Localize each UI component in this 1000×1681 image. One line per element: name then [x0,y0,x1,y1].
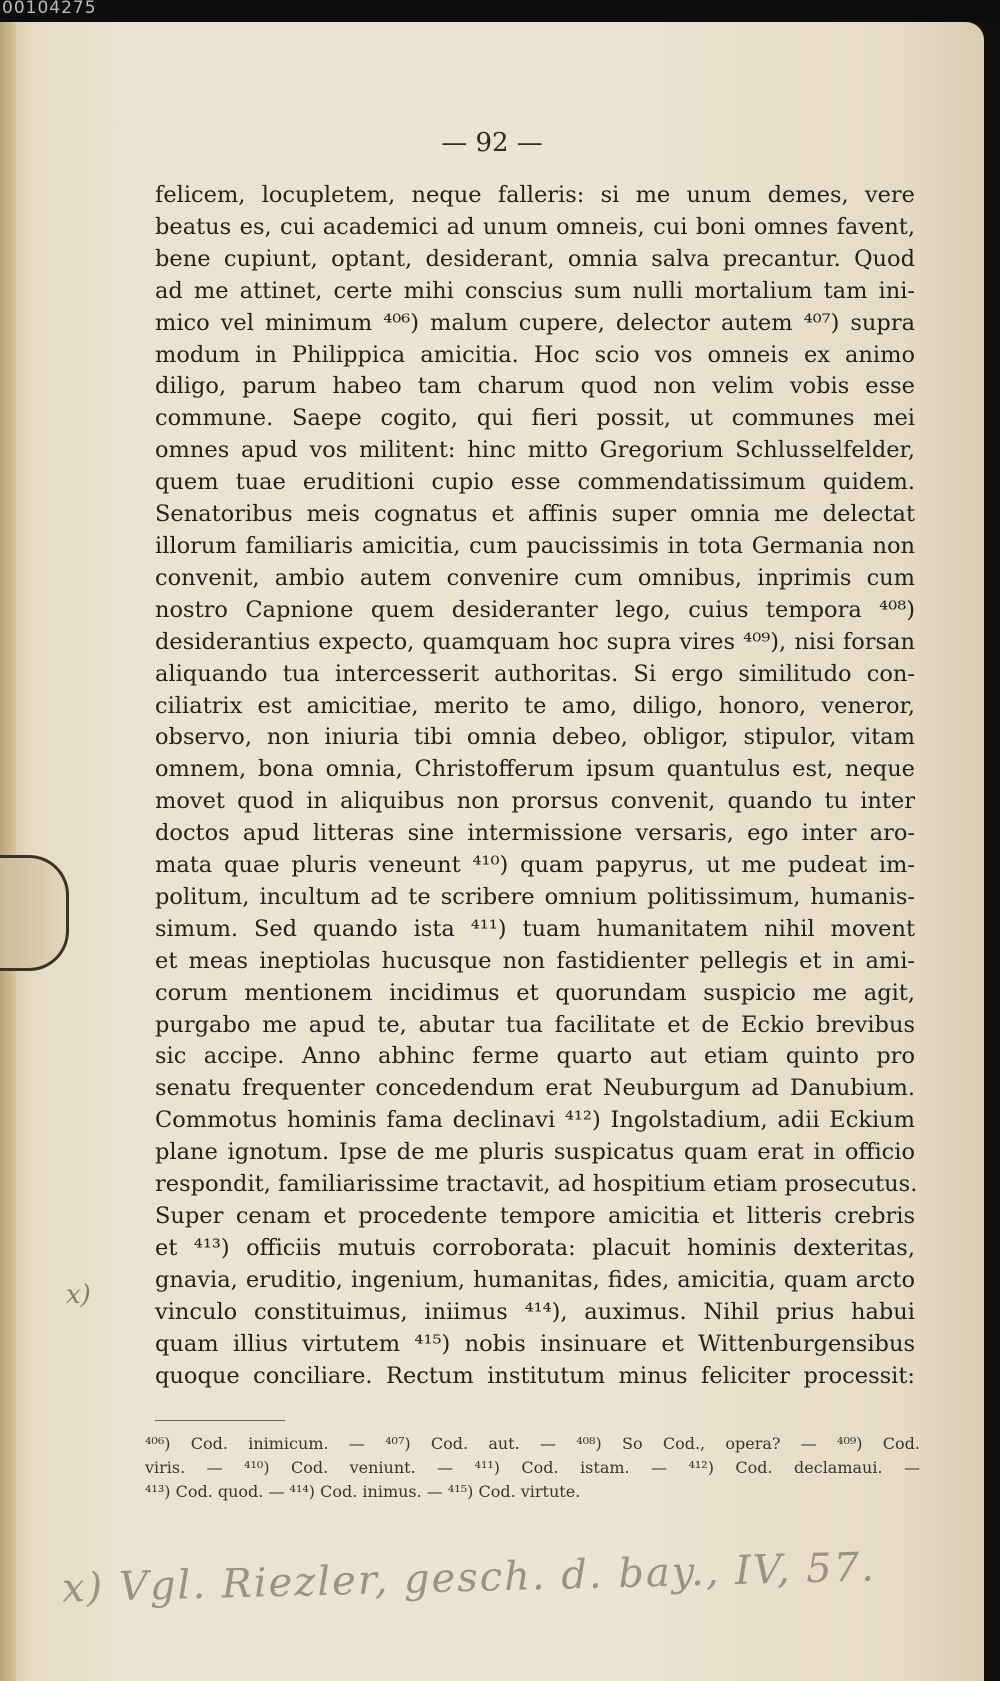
text-line: Senatoribus meis cognatus et affinis super omnia me delectat [155,501,915,528]
text-line: omnem, bona omnia, Christofferum ipsum quantulus est, neque [155,756,915,783]
footnote-rule [155,1420,285,1421]
body-text [155,180,918,1392]
text-line: quoque conciliare. Rectum institutum minus feliciter processit: [155,1362,915,1389]
text-line: felicem, locupletem, neque falleris: si me unum demes, vere [155,182,915,208]
text-line: mata quae pluris veneunt ⁴¹⁰) quam papyrus, ut me pudeat im- [155,852,915,879]
footnotes [145,1432,920,1504]
page-clip [0,855,69,971]
text-line: observo, non iniuria tibi omnia debeo, obligor, stipulor, vitam [155,724,915,751]
text-line: omnes apud vos militent: hinc mitto Gregorium Schlusselfelder, [155,437,915,464]
text-line: commune. Saepe cogito, qui fieri possit, ut communes mei [155,405,915,432]
text-line: nostro Capnione quem desideranter lego, cuius tempora ⁴⁰⁸) [155,596,915,623]
text-line: gnavia, eruditio, ingenium, humanitas, fides, amicitia, quam arcto [155,1266,915,1293]
text-line: purgabo me apud te, abutar tua facilitate et de Eckio brevibus [155,1011,915,1038]
footnote-line: ⁴⁰⁶) Cod. inimicum. — ⁴⁰⁷) Cod. aut. — ⁴⁰⁸) So Cod., opera? — ⁴⁰⁹) Cod. [145,1434,920,1453]
text-line: ciliatrix est amicitiae, merito te amo, diligo, honoro, veneror, [155,692,915,719]
text-line: corum mentionem incidimus et quorundam suspicio me agit, [155,979,915,1006]
text-line: et ⁴¹³) officiis mutuis corroborata: placuit hominis dexteritas, [155,1234,915,1261]
text-line: convenit, ambio autem convenire cum omnibus, inprimis cum [155,564,915,591]
text-line: illorum familiaris amicitia, cum paucissimis in tota Germania non [155,532,915,559]
text-line: plane ignotum. Ipse de me pluris suspicatus quam erat in officio [155,1139,915,1166]
page-number: — 92 — [441,128,543,158]
text-line: movet quod in aliquibus non prorsus convenit, quando tu inter [155,788,915,815]
scan-id-label: 00104275 [2,0,97,18]
text-line: quem tuae eruditioni cupio esse commendatissimum quidem. [155,469,915,496]
text-line: mico vel minimum ⁴⁰⁶) malum cupere, delector autem ⁴⁰⁷) supra [155,309,915,336]
text-line: Commotus hominis fama declinavi ⁴¹²) Ingolstadium, adii Eckium [155,1107,915,1134]
text-line: modum in Philippica amicitia. Hoc scio vos omneis ex animo [155,341,915,368]
margin-annotation: x) [66,1280,91,1310]
text-line: beatus es, cui academici ad unum omneis, cui boni omnes favent, [155,213,915,240]
footnote-line: ⁴¹³) Cod. quod. — ⁴¹⁴) Cod. inimus. — ⁴¹⁵) Cod. virtute. [145,1482,581,1501]
text-line: Super cenam et procedente tempore amicitia et litteris crebris [155,1203,915,1229]
handwritten-note: x) Vgl. Riezler, gesch. d. bay., IV, 57. [61,1544,877,1612]
text-line: diligo, parum habeo tam charum quod non velim vobis esse [155,373,915,400]
text-line: sic accipe. Anno abhinc ferme quarto aut etiam quinto pro [155,1043,915,1070]
text-line: et meas ineptiolas hucusque non fastidienter pellegis et in ami- [155,947,915,974]
text-line: ad me attinet, certe mihi conscius sum nulli mortalium tam ini- [155,277,915,304]
page-right-edge [984,22,1000,1681]
text-line: aliquando tua intercesserit authoritas. Si ergo similitudo con- [155,660,915,687]
text-line: respondit, familiarissime tractavit, ad hospitium etiam prosecutus. [155,1171,918,1198]
text-line: senatu frequenter concedendum erat Neuburgum ad Danubium. [155,1075,915,1102]
text-line: simum. Sed quando ista ⁴¹¹) tuam humanitatem nihil movent [155,915,915,942]
footnote-line: viris. — ⁴¹⁰) Cod. veniunt. — ⁴¹¹) Cod. istam. — ⁴¹²) Cod. declamaui. — [145,1458,920,1477]
book-spine [0,22,16,1681]
text-line: vinculo constituimus, iniimus ⁴¹⁴), auximus. Nihil prius habui [155,1298,915,1325]
text-line: politum, incultum ad te scribere omnium politissimum, humanis- [155,883,915,910]
text-line: doctos apud litteras sine intermissione versaris, ego inter aro- [155,820,915,847]
text-line: bene cupiunt, optant, desiderant, omnia salva precantur. Quod [155,245,915,272]
text-line: desiderantius expecto, quamquam hoc supra vires ⁴⁰⁹), nisi forsan [155,628,915,655]
scan-top-bar [0,0,1000,22]
text-line: quam illius virtutem ⁴¹⁵) nobis insinuare et Wittenburgensibus [155,1330,915,1357]
